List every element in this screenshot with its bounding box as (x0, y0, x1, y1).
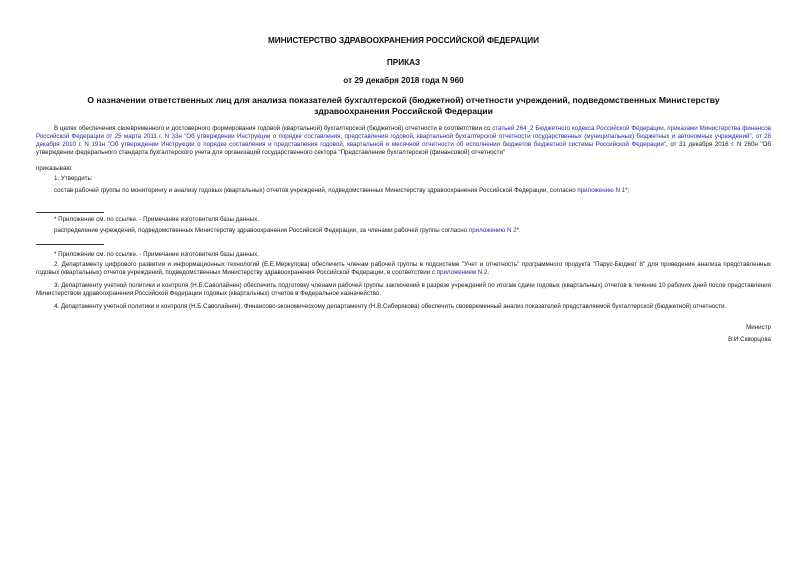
doc-type-heading: ПРИКАЗ (386, 58, 421, 67)
item1-b-tail: *. (516, 227, 521, 234)
document-title-line1: О назначении ответственных лиц для анализа показателей бухгалтерской (бюджетной) отчетности учреждений, подведомственных Министерству (87, 95, 720, 105)
footnote-1: * Приложение см. по ссылке. - Примечание изготовителя базы данных. (54, 216, 259, 223)
footnote-divider-1 (36, 212, 104, 213)
preamble-text1: В целях обеспечения своевременного и достоверного формирования годовой (квартальной) бухгалтерской (бюджетной) отчетности в соответствии со (54, 125, 493, 132)
item1-a-paragraph (36, 187, 771, 195)
item2-tail: . (487, 268, 490, 276)
item1-a-text: состав рабочей группы по мониторингу и анализу годовых (квартальных) отчетов учреждений, подведомственных Министерству здравоохранения Российской Федерации, согласно (54, 187, 578, 194)
footnote-2: * Приложение см. по ссылке. - Примечание изготовителя базы данных. (54, 251, 259, 258)
document-title-line2: здравоохранения Российской Федерации (314, 106, 493, 116)
item3-paragraph: 3. Департаменту учетной политики и контроля (Н.Б.Саволайнен) обеспечить подготовку членами рабочей группы заключений в разрезе учреждений по итогам сдачи годовых (квартальных) отчетов в течение 10 рабочих дней после представления Министерством здравоохранения Российской Федерации годовых (квартальных) отчетов в Федеральное казначейство. (36, 282, 771, 297)
signature-name: В.И.Скворцова (728, 336, 771, 343)
date-number-heading: от 29 декабря 2018 года N 960 (343, 76, 464, 85)
appendix2-link-item2[interactable]: приложением N 2 (436, 268, 488, 276)
signature-position: Министр (746, 324, 771, 331)
item1-b-paragraph (36, 227, 771, 235)
item1-a-tail: *; (625, 187, 630, 194)
document-page (36, 0, 771, 571)
footnote-divider-2 (36, 244, 104, 245)
ministry-heading: МИНИСТЕРСТВО ЗДРАВООХРАНЕНИЯ РОССИЙСКОЙ ФЕДЕРАЦИИ (267, 36, 540, 45)
orders-line: приказываю: (36, 165, 73, 172)
preamble-paragraph (36, 125, 771, 157)
item2-text: 2. Департаменту цифрового развития и информационных технологий (Е.Е.Меркулова) обеспечить членам рабочей группы в подсистеме "Учет и отчетность" программного продукта "Парус-Бюджет 8" для проведения анализа представленных годовых (квартальных) отчетов учреждений, подведомственных Министерству здравоохранения Российской Федерации, в соответствии с (36, 261, 771, 276)
legal-basis-link[interactable]: статьей 264_2 Бюджетного кодекса Российской Федерации, приказами Министерства финансов Российской Федерации от 25 марта 2011 г. N 33н "Об утверждении Инструкции о порядке составления, представления годовой, квартальной бухгалтерской отчетности государственных (муниципальных) бюджетных и автономных учреждений", от 28 декабря 2010 г. N 191н "Об утверждении Инструкции о порядке составления и представления годовой, квартальной и месячной отчетности об исполнении бюджетов бюджетной системы Российской Федерации" (36, 125, 771, 148)
item1-heading: 1. Утвердить: (54, 175, 93, 182)
preamble-text2: , от 31 декабря 2016 г. N 260н "Об утверждении федерального стандарта бухгалтерского учета для организаций государственного сектора "Представление бухгалтерской (финансовой) отчетности" (36, 140, 771, 156)
item4-paragraph: 4. Департаменту учетной политики и контроля (Н.Б.Саволайнен), Финансово-экономическому департаменту (Н.В.Сибирякова) обеспечить своевременный анализ показателей представляемой бухгалтерской (бюджетной) отчетности. (54, 303, 727, 310)
item2-paragraph (36, 261, 771, 277)
appendix1-link[interactable]: приложению N 1 (577, 187, 626, 194)
item1-b-text: распределение учреждений, подведомственных Министерству здравоохранения Российской Федерации, за членами рабочей группы согласно (54, 227, 469, 234)
appendix2-link[interactable]: приложению N 2 (468, 227, 517, 234)
